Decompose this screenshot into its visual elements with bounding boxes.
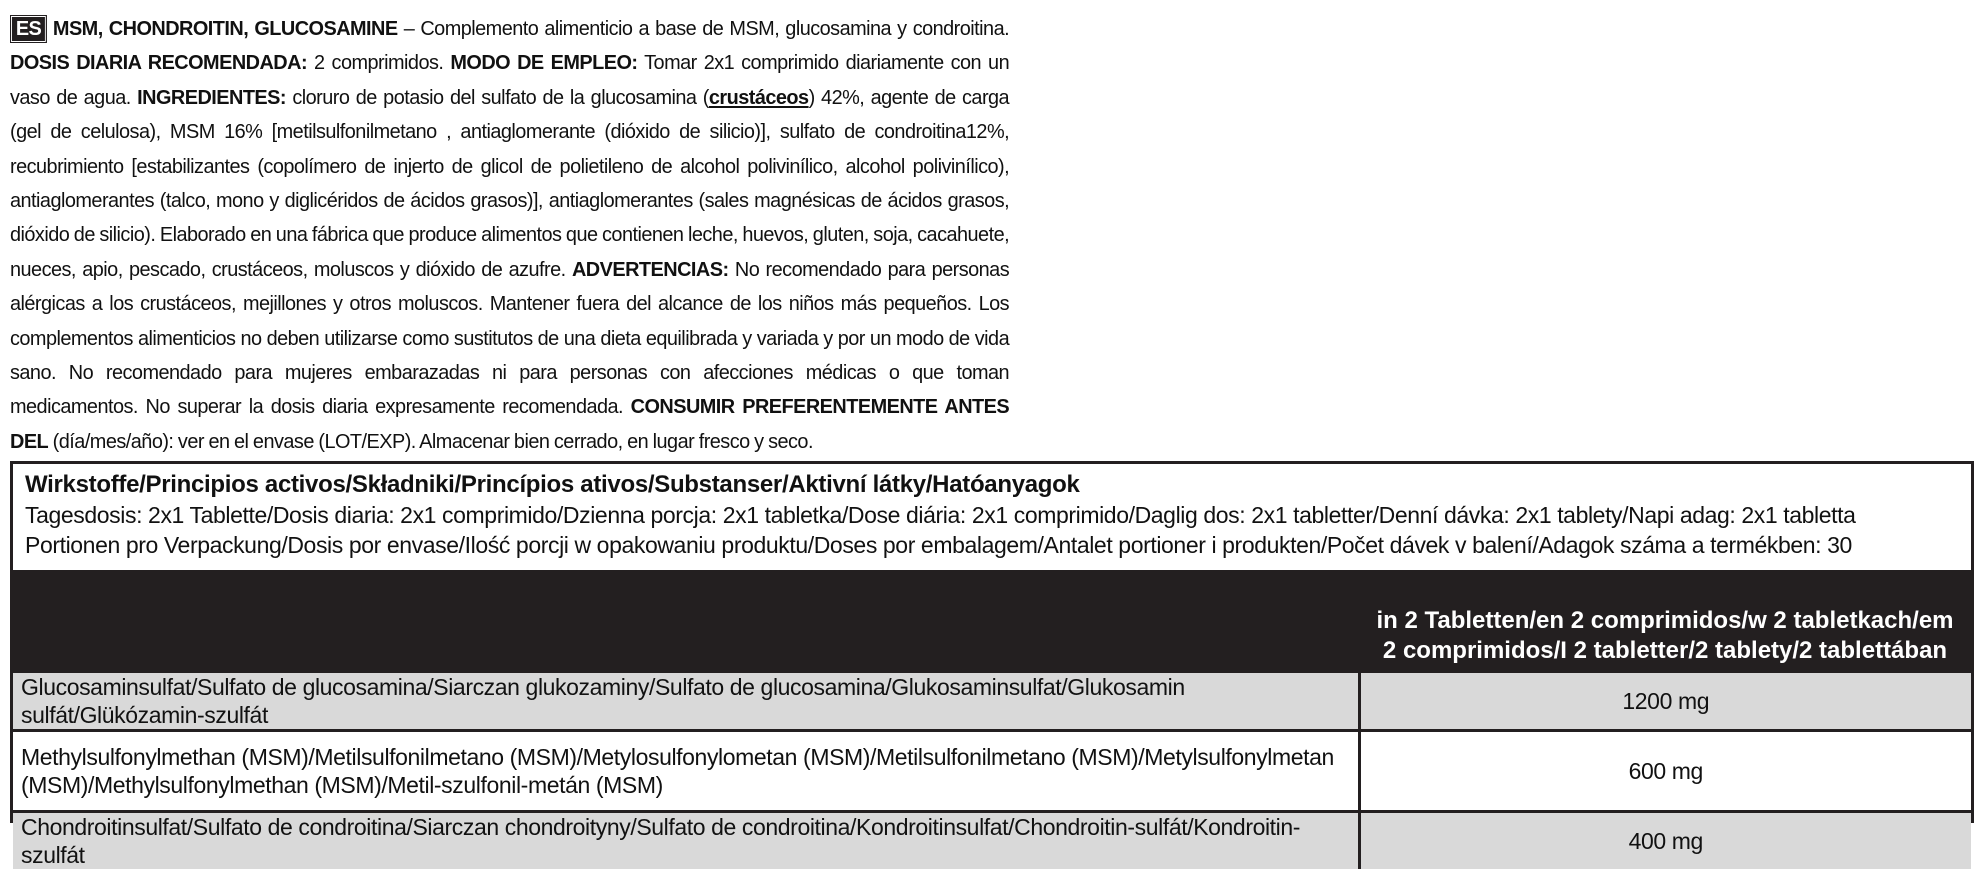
ingredient-amount: 600 mg xyxy=(1359,731,1971,812)
active-ingredients-header xyxy=(13,464,1971,570)
table-header-row xyxy=(13,570,1971,672)
best-before-label: CONSUMIR PREFERENTEMENTE ANTES DEL xyxy=(10,395,1009,452)
spanish-label-text xyxy=(10,12,1009,459)
ingredients-text-1: cloruro de potasio del sulfato de la glucosamina ( xyxy=(286,86,709,109)
product-name: MSM, CHONDROITIN, GLUCOSAMINE xyxy=(53,17,398,40)
ingredient-name: Methylsulfonylmethan (MSM)/Metilsulfonilmetano (MSM)/Metylosulfonylometan (MSM)/Metilsulfonilmetano (MSM)/Metylsulfonylmetan (MSM)/Methylsulfonylmethan (MSM)/Metil-szulfonil-metán (MSM) xyxy=(13,731,1359,812)
ingredients-text-2: ) 42%, agente de carga (gel de celulosa), MSM 16% [metilsulfonilmetano , antiaglomerante (dióxido de silicio)], sulfato de condroitina12%, recubrimiento [estabilizantes (copolímero de injerto de glicol de polietileno de alcohol polivinílico, alcohol polivinílico), antiaglomerantes (talco, mono y diglicéridos de ácidos grasos)], antiaglomerantes (sales magnésicas de ácidos grasos, dióxido de silicio). Elaborado en una fábrica que produce alimentos que contienen leche, huevos, gluten, soja, cacahuete, nueces, apio, pescado, crustáceos, moluscos y dióxido de azufre. xyxy=(10,86,1009,281)
amount-column-header: in 2 Tabletten/en 2 comprimidos/w 2 tabletkach/em 2 comprimidos/I 2 tabletter/2 tablety/2 tablettában xyxy=(1359,606,1971,670)
ingredient-amount: 1200 mg xyxy=(1359,672,1971,731)
dose-label: DOSIS DIARIA RECOMENDADA: xyxy=(10,51,307,74)
best-before-text: (día/mes/año): ver en el envase (LOT/EXP). Almacenar bien cerrado, en lugar fresco y seco. xyxy=(48,430,813,453)
table-header-amount-cell xyxy=(1359,570,1971,672)
ingredients-label: INGREDIENTES: xyxy=(137,86,286,109)
use-text: Tomar 2x1 comprimido diariamente con un vaso de agua. xyxy=(10,51,1009,108)
ingredient-name: Chondroitinsulfat/Sulfato de condroitina/Siarczan chondroityny/Sulfato de condroitina/Kondroitinsulfat/Chondroitin-sulfát/Kondroitin-szulfát xyxy=(13,812,1359,869)
ingredient-amount: 400 mg xyxy=(1359,812,1971,869)
servings-line: Portionen pro Verpackung/Dosis por envase/Ilość porcji w opakowaniu produktu/Doses por embalagem/Antalet portioner i produkten/Počet dávek v balení/Adagok száma a termékben: 30 xyxy=(25,530,1959,560)
warnings-label: ADVERTENCIAS: xyxy=(572,258,729,281)
warnings-text: No recomendado para personas alérgicas a los crustáceos, mejillones y otros moluscos. Mantener fuera del alcance de los niños más pequeños. Los complementos alimenticios no deben utilizarse como sustitutos de una dieta equilibrada y variada y por un modo de vida sano. No recomendado para mujeres embarazadas ni para personas con afecciones médicas o que toman medicamentos. No superar la dosis diaria expresamente recomendada. xyxy=(10,258,1009,419)
product-intro: – Complemento alimenticio a base de MSM, glucosamina y condroitina. xyxy=(398,17,1009,40)
ingredient-name: Glucosaminsulfat/Sulfato de glucosamina/Siarczan glukozaminy/Sulfato de glucosamina/Glukosaminsulfat/Glukosamin sulfát/Glükózamin-szulfát xyxy=(13,672,1359,731)
allergen-highlight: crustáceos xyxy=(709,86,809,109)
table-row xyxy=(13,672,1971,731)
active-ingredients-title: Wirkstoffe/Principios activos/Składniki/Princípios ativos/Substanser/Aktivní látky/Hatóanyagok xyxy=(25,470,1959,500)
table-row xyxy=(13,731,1971,812)
table-header-blank-cell xyxy=(13,570,1359,672)
active-ingredients-box xyxy=(10,461,1974,823)
active-ingredients-table xyxy=(13,570,1971,869)
table-row xyxy=(13,812,1971,869)
dose-text: 2 comprimidos. xyxy=(307,51,450,74)
language-badge: ES xyxy=(10,15,47,43)
use-label: MODO DE EMPLEO: xyxy=(450,51,637,74)
daily-dose-line: Tagesdosis: 2x1 Tablette/Dosis diaria: 2x1 comprimido/Dzienna porcja: 2x1 tabletka/Dose diária: 2x1 comprimido/Daglig dos: 2x1 tabletter/Denní dávka: 2x1 tablety/Napi adag: 2x1 tabletta xyxy=(25,500,1959,530)
